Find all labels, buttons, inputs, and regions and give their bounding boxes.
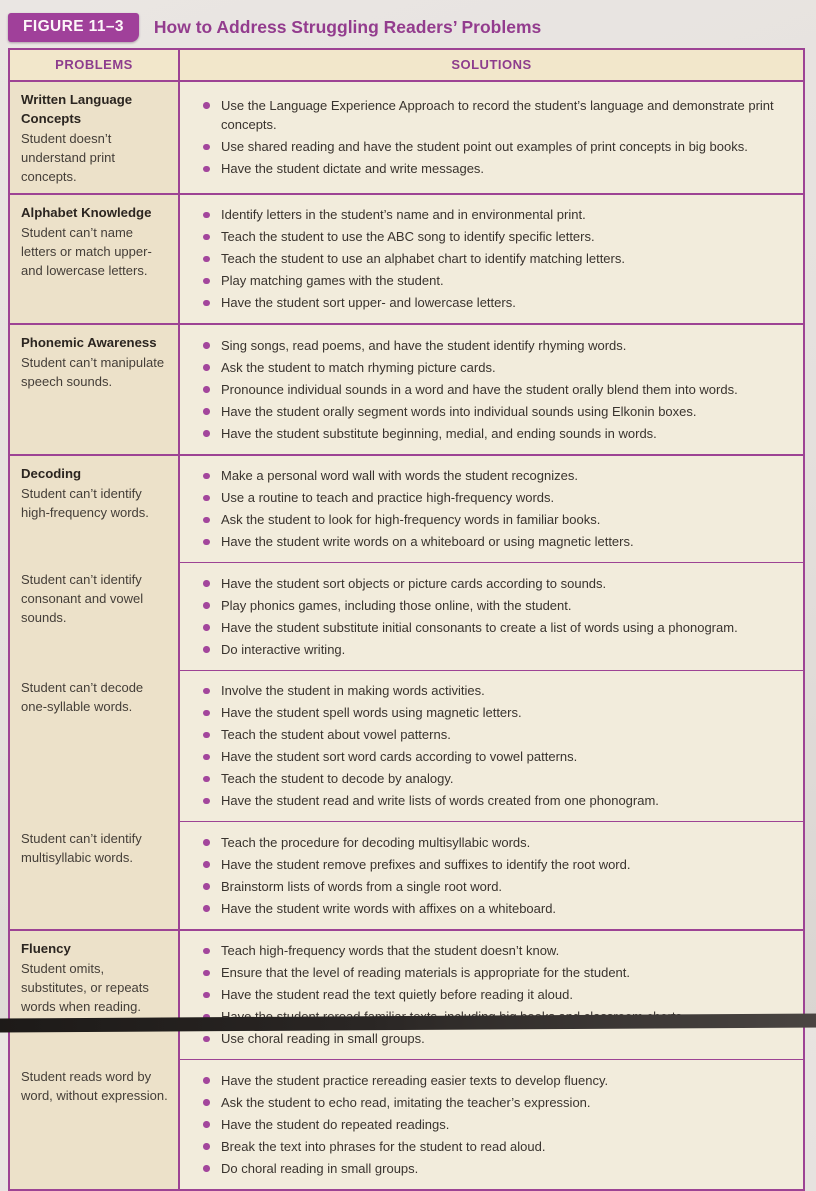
solution-item: Use a routine to teach and practice high-frequency words.: [198, 488, 789, 508]
table-section: [10, 929, 803, 1189]
problem-cell: [10, 1060, 180, 1189]
solution-item: Use choral reading in small groups.: [198, 1029, 789, 1049]
problem-text: Student omits, substitutes, or repeats words when reading.: [21, 960, 149, 1014]
solution-item: Ask the student to look for high-frequency words in familiar books.: [198, 510, 789, 530]
problem-text: Student can’t identify multisyllabic words.: [21, 831, 142, 866]
problem-text: Student can’t name letters or match upper- and lowercase letters.: [21, 224, 152, 278]
solution-item: Break the text into phrases for the student to read aloud.: [198, 1137, 789, 1157]
solution-item: Play matching games with the student.: [198, 271, 789, 291]
problem-title: Phonemic Awareness: [21, 335, 157, 351]
solution-item: Have the student practice rereading easier texts to develop fluency.: [198, 1071, 789, 1091]
solution-item: Have the student spell words using magnetic letters.: [198, 703, 789, 723]
solution-item: Have the student substitute beginning, medial, and ending sounds in words.: [198, 424, 789, 444]
solution-item: Have the student orally segment words into individual sounds using Elkonin boxes.: [198, 402, 789, 422]
table-section: [10, 82, 803, 193]
problem-cell: [10, 931, 180, 1061]
table-row: [10, 563, 803, 671]
problem-title: Decoding: [21, 465, 82, 481]
problem-cell: [10, 563, 180, 671]
solution-item: Pronounce individual sounds in a word and have the student orally blend them into words.: [198, 380, 789, 400]
problem-cell: [10, 822, 180, 929]
column-header-problems: PROBLEMS: [10, 50, 180, 80]
solution-item: Ask the student to echo read, imitating the teacher’s expression.: [198, 1093, 789, 1113]
solution-cell: [180, 931, 803, 1061]
solution-item: Have the student read the text quietly before reading it aloud.: [198, 985, 789, 1005]
solution-item: Involve the student in making words activities.: [198, 681, 789, 701]
solution-list: [198, 939, 789, 1052]
table-row: [10, 1060, 803, 1189]
solution-item: Ensure that the level of reading materials is appropriate for the student.: [198, 963, 789, 983]
table-section: [10, 193, 803, 324]
problem-title: Alphabet Knowledge: [21, 204, 152, 220]
solution-cell: [180, 1060, 803, 1189]
problem-text: Student can’t identify consonant and vowel sounds.: [21, 572, 144, 625]
problem-cell: [10, 671, 180, 823]
solution-item: Have the student substitute initial consonants to create a list of words using a phonogram.: [198, 618, 789, 638]
solution-item: Teach the student about vowel patterns.: [198, 725, 789, 745]
solution-item: Teach the student to use the ABC song to identify specific letters.: [198, 227, 789, 247]
solution-item: Teach the student to use an alphabet chart to identify matching letters.: [198, 249, 789, 269]
solution-item: Have the student sort objects or picture cards according to sounds.: [198, 574, 789, 594]
solution-item: Have the student write words with affixes on a whiteboard.: [198, 899, 789, 919]
solution-cell: [180, 456, 803, 564]
solution-list: [198, 830, 789, 921]
solution-item: Have the student write words on a whiteboard or using magnetic letters.: [198, 532, 789, 552]
solution-item: Make a personal word wall with words the student recognizes.: [198, 466, 789, 486]
table-row: [10, 671, 803, 823]
solution-cell: [180, 325, 803, 454]
problem-text: Student doesn’t understand print concepts.: [21, 131, 115, 184]
solution-list: [198, 679, 789, 814]
solution-list: [198, 93, 789, 181]
solution-cell: [180, 822, 803, 929]
problem-cell: [10, 195, 180, 324]
solution-item: Ask the student to match rhyming picture cards.: [198, 358, 789, 378]
solution-item: Sing songs, read poems, and have the student identify rhyming words.: [198, 336, 789, 356]
solution-list: [198, 464, 789, 555]
table-row: [10, 195, 803, 324]
solution-item: Have the student sort upper- and lowercase letters.: [198, 293, 789, 313]
problem-title: Fluency: [21, 940, 71, 956]
table-row: [10, 931, 803, 1061]
solution-item: Teach the student to decode by analogy.: [198, 769, 789, 789]
solution-list: [198, 203, 789, 316]
solution-item: Brainstorm lists of words from a single root word.: [198, 877, 789, 897]
solution-item: Have the student remove prefixes and suffixes to identify the root word.: [198, 855, 789, 875]
solution-item: Do interactive writing.: [198, 640, 789, 660]
table-row: [10, 456, 803, 564]
table-section: [10, 323, 803, 454]
solution-item: Have the student dictate and write messages.: [198, 159, 789, 179]
solution-item: Have the student do repeated readings.: [198, 1115, 789, 1135]
problem-cell: [10, 325, 180, 454]
table-row: [10, 822, 803, 929]
figure-title: How to Address Struggling Readers’ Problems: [153, 16, 542, 37]
solution-cell: [180, 563, 803, 671]
solution-item: Use the Language Experience Approach to record the student’s language and demonstrate print concepts.: [198, 96, 789, 135]
problem-text: Student reads word by word, without expression.: [21, 1069, 168, 1104]
solution-item: Have the student read and write lists of words created from one phonogram.: [198, 791, 789, 811]
solution-item: Have the student sort word cards according to vowel patterns.: [198, 747, 789, 767]
figure-header: [8, 12, 806, 42]
table-row: [10, 325, 803, 454]
table-section: [10, 454, 803, 929]
solution-list: [198, 333, 789, 446]
solution-cell: [180, 195, 803, 324]
solution-item: Do choral reading in small groups.: [198, 1159, 789, 1179]
problem-cell: [10, 456, 180, 564]
solution-item: Teach the procedure for decoding multisyllabic words.: [198, 833, 789, 853]
problem-text: Student can’t manipulate speech sounds.: [21, 355, 165, 390]
solution-item: Teach high-frequency words that the student doesn’t know.: [198, 941, 789, 961]
solution-item: Play phonics games, including those online, with the student.: [198, 596, 789, 616]
solution-list: [198, 571, 789, 662]
solution-cell: [180, 82, 803, 193]
table-header-row: [10, 50, 803, 82]
solution-cell: [180, 671, 803, 823]
solution-list: [198, 1068, 789, 1181]
problem-title: Written Language Concepts: [21, 92, 133, 127]
column-header-solutions: SOLUTIONS: [451, 57, 532, 72]
problem-text: Student can’t identify high-frequency words.: [21, 485, 149, 520]
solution-item: Use shared reading and have the student point out examples of print concepts in big books.: [198, 137, 789, 157]
figure-number-badge: FIGURE 11–3: [8, 13, 139, 42]
problem-cell: [10, 82, 180, 193]
problem-text: Student can’t decode one-syllable words.: [21, 679, 144, 714]
table-row: [10, 82, 803, 193]
solution-item: Identify letters in the student’s name and in environmental print.: [198, 205, 789, 225]
